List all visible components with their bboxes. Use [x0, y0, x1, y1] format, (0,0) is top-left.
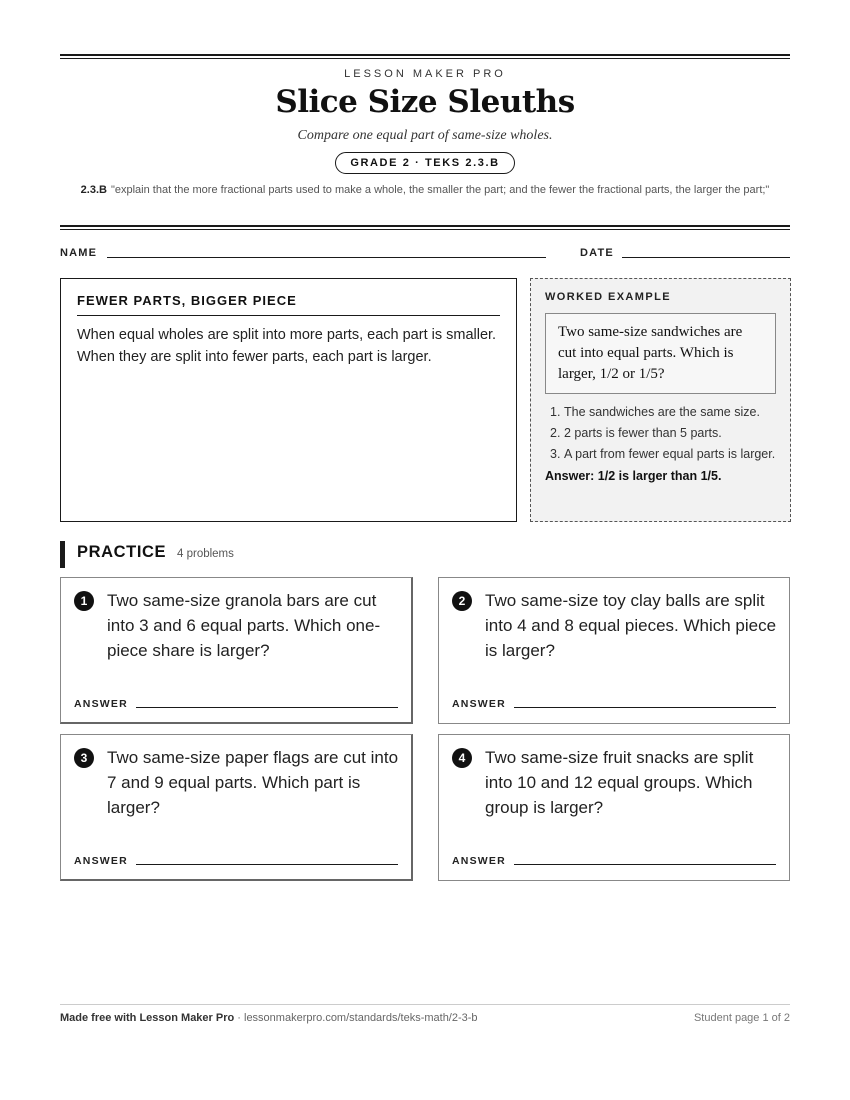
standard-code: 2.3.B [80, 184, 107, 196]
page-title: Slice Size Sleuths [275, 84, 575, 120]
problem-prompt: Two same-size toy clay balls are split into 4 and 8 equal pieces. Which piece is larger? [485, 591, 777, 660]
answer-label: ANSWER [74, 855, 128, 867]
grade-badge-wrap [60, 152, 790, 174]
answer-field-4[interactable] [514, 864, 776, 865]
footer-made-with: Made free with Lesson Maker Pro [60, 1012, 235, 1024]
problem-prompt: Two same-size fruit snacks are split into 10 and 12 equal groups. Which group is larger? [485, 748, 754, 817]
answer-label: ANSWER [452, 855, 506, 867]
problem-card-2 [438, 577, 790, 724]
answer-label: ANSWER [74, 698, 128, 710]
worked-step: 1. The sandwiches are the same size. [550, 405, 760, 419]
name-field[interactable] [107, 257, 546, 258]
problem-number-badge: 3 [74, 748, 94, 768]
standard-text: "explain that the more fractional parts used to make a whole, the smaller the part; and the fewer the fractional parts, the larger the part;" [110, 184, 770, 196]
footer-url[interactable]: lessonmakerpro.com/standards/teks-math/2-3-b [244, 1012, 478, 1024]
worked-example-title: WORKED EXAMPLE [545, 291, 671, 303]
worked-example-steps [545, 402, 776, 465]
brand-name: LESSON MAKER PRO [344, 68, 506, 80]
practice-accent-bar [60, 541, 65, 568]
footer-rule [60, 1004, 790, 1005]
problem-prompt: Two same-size granola bars are cut into 3 and 6 equal parts. Which one-piece share is larger? [107, 591, 381, 660]
worked-example-question: Two same-size sandwiches are cut into equal parts. Which is larger, 1/2 or 1/5? [545, 313, 776, 394]
answer-label: ANSWER [452, 698, 506, 710]
date-label: DATE [580, 247, 614, 259]
footer-page-label: Student page 1 of 2 [693, 1012, 790, 1024]
problem-card-4 [438, 734, 790, 881]
worked-example-box [530, 278, 791, 522]
problem-card-3 [60, 734, 413, 881]
name-label: NAME [60, 247, 98, 259]
worked-step: 3. A part from fewer equal parts is larger. [550, 447, 776, 461]
worked-step: 2. 2 parts is fewer than 5 parts. [550, 426, 722, 440]
problem-number-badge: 4 [452, 748, 472, 768]
concept-box [60, 278, 517, 522]
problem-card-1 [60, 577, 413, 724]
standard-statement [60, 182, 790, 198]
problem-prompt: Two same-size paper flags are cut into 7 and 9 equal parts. Which part is larger? [107, 748, 399, 817]
answer-field-3[interactable] [136, 864, 398, 865]
practice-title: PRACTICE [77, 543, 167, 561]
problem-number-badge: 1 [74, 591, 94, 611]
worksheet-page [60, 0, 790, 1100]
worked-example-answer: Answer: 1/2 is larger than 1/5. [545, 469, 722, 483]
footer-credit [60, 1012, 478, 1024]
problem-number-badge: 2 [452, 591, 472, 611]
practice-count: 4 problems [177, 548, 234, 560]
header-bottom-rule [60, 225, 790, 230]
concept-body: When equal wholes are split into more parts, each part is smaller. When they are split into fewer parts, each part is larger. [77, 327, 497, 365]
grade-badge: GRADE 2 · TEKS 2.3.B [335, 152, 514, 174]
answer-field-1[interactable] [136, 707, 398, 708]
header-top-rule [60, 54, 790, 59]
page-subtitle: Compare one equal part of same-size wholes. [297, 128, 553, 143]
concept-title: FEWER PARTS, BIGGER PIECE [77, 293, 500, 316]
footer-separator: · [234, 1012, 244, 1024]
date-field[interactable] [622, 257, 790, 258]
answer-field-2[interactable] [514, 707, 776, 708]
